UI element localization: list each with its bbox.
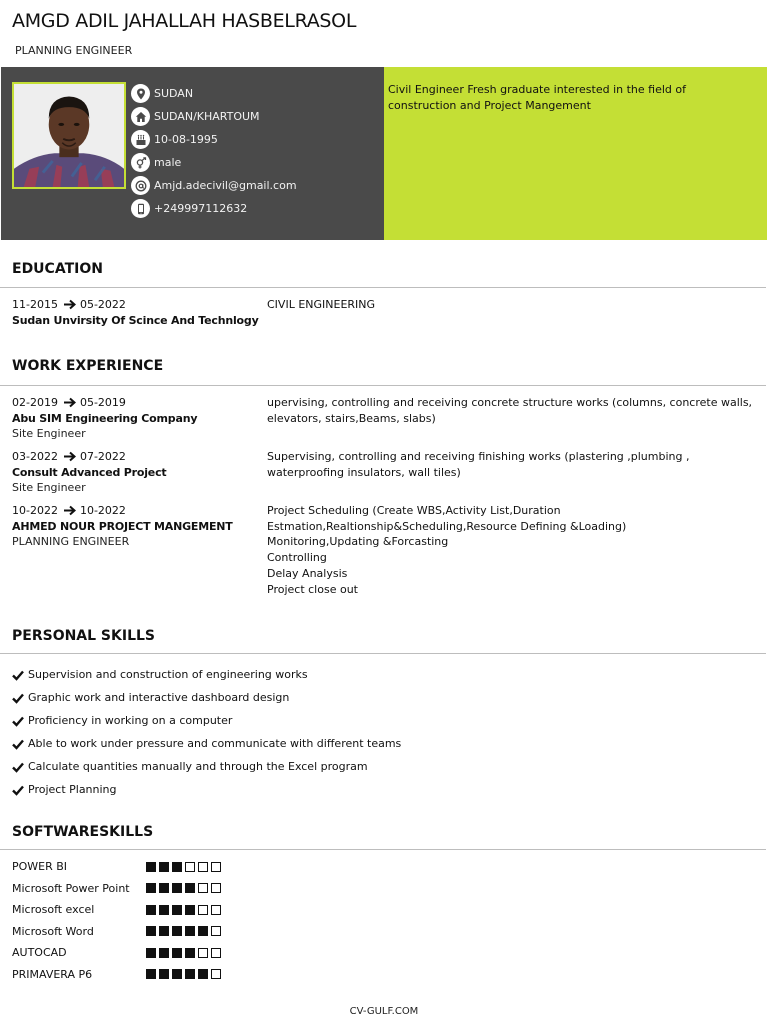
experience-description [267,503,757,597]
skill-level-rating [146,905,221,915]
profile-photo [12,82,126,189]
experience-start-date: 02-2019 [12,396,58,409]
experience-description-line: Supervising, controlling and receiving finishing works (plastering ,plumbing , waterproofing insulators, wall tiles) [267,450,690,479]
software-skill-name: Microsoft Word [12,924,94,938]
skill-level-filled [146,948,156,958]
skill-level-filled [172,948,182,958]
skill-level-empty [198,883,208,893]
birthday-cake-icon [131,130,150,149]
contact-birthdate-text: 10-08-1995 [154,133,218,146]
skill-level-filled [159,883,169,893]
experience-company: AHMED NOUR PROJECT MANGEMENT [12,519,233,533]
experience-dates [12,395,262,411]
experience-role: PLANNING ENGINEER [12,535,130,548]
skill-level-rating [146,948,221,958]
profile-summary: Civil Engineer Fresh graduate interested in the field of construction and Project Mangement [384,67,767,240]
skill-item [12,686,401,709]
skill-level-filled [159,905,169,915]
skill-level-empty [211,969,221,979]
software-skill-row [12,964,221,986]
skill-level-filled [198,926,208,936]
experience-start-date: 03-2022 [12,450,58,463]
contact-panel [1,67,384,240]
skill-level-rating [146,969,221,979]
software-skill-row [12,856,221,878]
software-skill-name: AUTOCAD [12,946,67,960]
contact-gender-text: male [154,156,182,169]
personal-skills-list [12,663,401,801]
education-start-date: 11-2015 [12,298,58,311]
skill-level-empty [198,862,208,872]
personal-skills-divider [0,653,766,654]
experience-description [267,395,757,426]
experience-end-date: 07-2022 [79,450,126,463]
gender-icon [131,153,150,172]
skill-level-empty [211,948,221,958]
education-institution: Sudan Unvirsity Of Scince And Technlogy [12,313,259,327]
experience-description [267,449,757,480]
software-skills-heading: SOFTWARESKILLS [12,824,154,840]
experience-description-line: Project Scheduling (Create WBS,Activity List,Duration Estmation,Realtionship&Scheduling,Resource Defining &Loading) [267,504,627,533]
experience-description-line: Project close out [267,582,358,596]
work-experience-divider [0,385,766,386]
skill-level-filled [146,883,156,893]
skill-level-filled [159,948,169,958]
experience-dates [12,503,262,519]
skill-level-filled [146,969,156,979]
experience-description-line: Monitoring,Updating &Forcasting [267,535,449,549]
software-skill-name: POWER BI [12,860,68,874]
arrow-right-icon [63,505,77,516]
software-skill-row [12,899,221,921]
location-pin-icon [131,84,150,103]
skill-level-empty [211,862,221,872]
skill-level-filled [159,862,169,872]
software-skill-row [12,921,221,943]
skill-level-filled [159,969,169,979]
education-field: CIVIL ENGINEERING [267,298,376,311]
profile-banner [1,67,767,240]
contact-country [131,82,297,105]
skill-level-filled [185,883,195,893]
skill-item [12,709,401,732]
job-title: PLANNING ENGINEER [15,44,133,57]
arrow-right-icon [63,397,77,408]
contact-phone[interactable] [131,197,297,220]
contact-address [131,105,297,128]
skill-level-filled [185,948,195,958]
arrow-right-icon [63,451,77,462]
personal-skills-heading: PERSONAL SKILLS [12,628,156,644]
skill-level-filled [172,883,182,893]
experience-description-line: Delay Analysis [267,566,348,580]
checkmark-icon [12,738,24,750]
skill-level-filled [185,969,195,979]
skill-item [12,755,401,778]
skill-level-rating [146,883,221,893]
footer-site-link[interactable]: CV-GULF.COM [349,1006,419,1017]
experience-description-line: upervising, controlling and receiving concrete structure works (columns, concrete walls, elevators, stairs,Beams, slabs) [267,396,753,425]
software-skill-name: Microsoft Power Point [12,881,130,895]
checkmark-icon [12,669,24,681]
skill-text: Able to work under pressure and communicate with different teams [28,737,402,750]
education-dates [12,297,262,313]
checkmark-icon [12,692,24,704]
skill-level-empty [211,883,221,893]
contact-email-text[interactable]: Amjd.adecivil@gmail.com [154,179,297,192]
education-divider [0,287,766,288]
experience-dates [12,449,262,465]
software-skill-row [12,878,221,900]
contact-address-text: SUDAN/KHARTOUM [154,110,260,123]
skill-level-filled [159,926,169,936]
skill-item [12,778,401,801]
checkmark-icon [12,784,24,796]
skill-level-filled [172,862,182,872]
software-skills-divider [0,849,766,850]
skill-level-empty [198,905,208,915]
skill-level-filled [185,905,195,915]
checkmark-icon [12,715,24,727]
skill-level-empty [211,926,221,936]
contact-phone-text[interactable]: +249997112632 [154,202,248,215]
experience-description-line: Controlling [267,551,327,565]
home-icon [131,107,150,126]
skill-text: Supervision and construction of engineering works [28,668,308,681]
skill-text: Calculate quantities manually and through the Excel program [28,760,368,773]
experience-end-date: 05-2019 [79,396,126,409]
skill-level-empty [185,862,195,872]
software-skill-name: PRIMAVERA P6 [12,967,93,981]
experience-role: Site Engineer [12,427,86,440]
contact-birthdate [131,128,297,151]
skill-text: Graphic work and interactive dashboard design [28,691,290,704]
skill-level-filled [146,926,156,936]
experience-start-date: 10-2022 [12,504,58,517]
software-skill-name: Microsoft excel [12,903,95,917]
arrow-right-icon [63,299,77,310]
contact-gender [131,151,297,174]
experience-company: Abu SIM Engineering Company [12,411,198,425]
experience-company: Consult Advanced Project [12,465,167,479]
work-experience-heading: WORK EXPERIENCE [12,358,164,374]
experience-role: Site Engineer [12,481,86,494]
skill-level-filled [172,905,182,915]
skill-level-rating [146,862,221,872]
skill-text: Proficiency in working on a computer [28,714,233,727]
checkmark-icon [12,761,24,773]
contact-country-text: SUDAN [154,87,194,100]
skill-level-filled [172,969,182,979]
education-end-date: 05-2022 [79,298,126,311]
mobile-phone-icon [131,199,150,218]
education-heading: EDUCATION [12,261,103,277]
email-icon [131,176,150,195]
skill-level-filled [146,905,156,915]
candidate-name: AMGD ADIL JAHALLAH HASBELRASOL [12,10,357,32]
skill-level-filled [146,862,156,872]
skill-item [12,732,401,755]
skill-text: Project Planning [28,783,117,796]
skill-level-filled [172,926,182,936]
skill-item [12,663,401,686]
skill-level-filled [198,969,208,979]
contact-email[interactable] [131,174,297,197]
skill-level-rating [146,926,221,936]
skill-level-filled [185,926,195,936]
experience-end-date: 10-2022 [79,504,126,517]
software-skills-list [12,856,221,985]
skill-level-empty [211,905,221,915]
software-skill-row [12,942,221,964]
contact-list [131,82,297,220]
skill-level-empty [198,948,208,958]
